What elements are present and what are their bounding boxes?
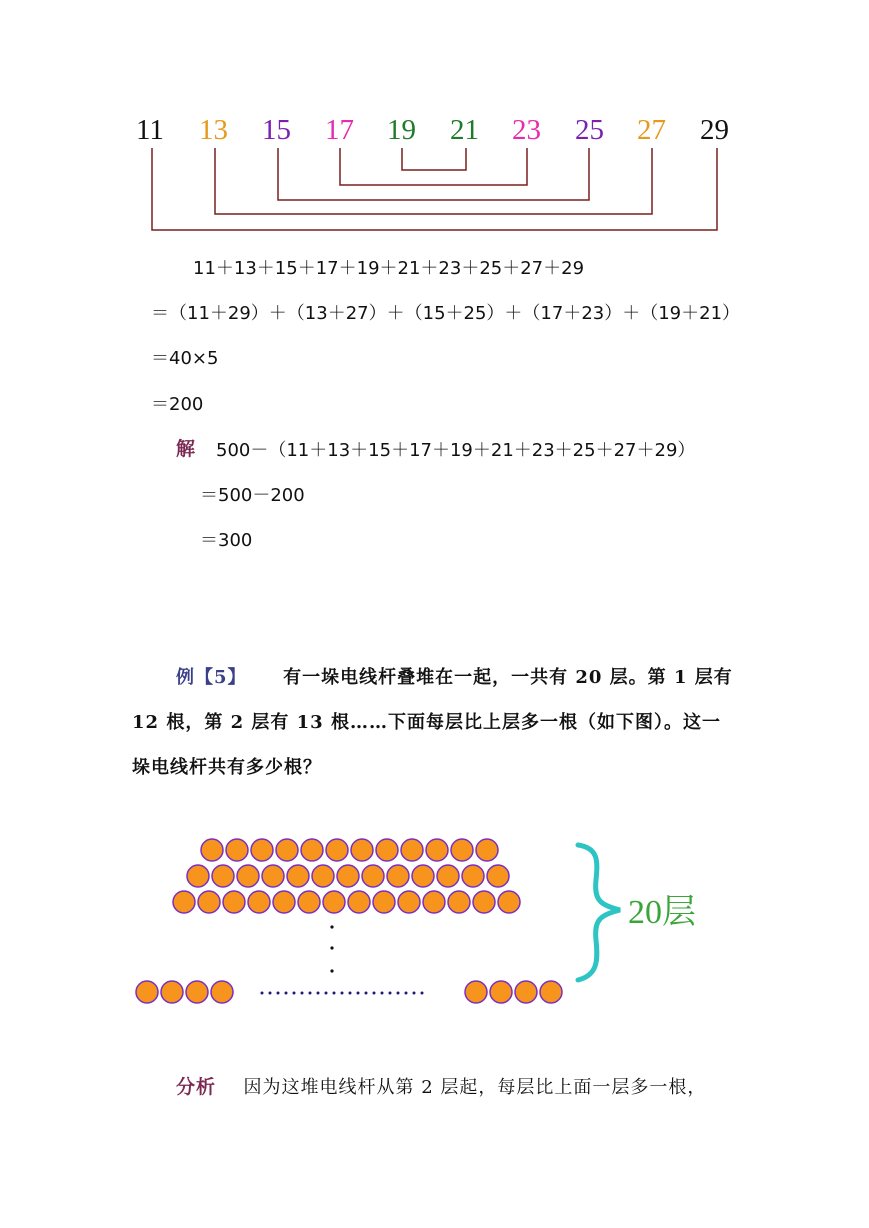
layers-brace (578, 845, 620, 980)
calc-line-2: ＝（11＋29）＋（13＋27）＋（15＋25）＋（17＋23）＋（19＋21） (151, 303, 741, 324)
pole-circle (448, 891, 470, 913)
pole-circle (373, 891, 395, 913)
example-line-2: 12 根，第 2 层有 13 根……下面每层比上层多一根（如下图）。这一 (132, 712, 721, 733)
pole-circle (498, 891, 520, 913)
pole-circle (198, 891, 220, 913)
seq-num-9: 29 (700, 114, 729, 146)
pole-circle (515, 981, 537, 1003)
pole-circle (212, 865, 234, 887)
example-line-1 (176, 663, 733, 689)
seq-num-8: 27 (637, 114, 666, 146)
pole-circle (248, 891, 270, 913)
pole-circle (426, 839, 448, 861)
horizontal-dots (261, 992, 424, 995)
pole-circle (298, 891, 320, 913)
pole-circle (323, 891, 345, 913)
pole-circle (251, 839, 273, 861)
bracket-pair-1 (152, 148, 717, 230)
pole-circle (490, 981, 512, 1003)
seq-num-3: 17 (325, 114, 354, 146)
pole-circle (451, 839, 473, 861)
solution-label: 解 (176, 438, 196, 460)
seq-num-0: 11 (136, 114, 164, 146)
pairing-brackets (0, 0, 869, 260)
pole-circle (387, 865, 409, 887)
bracket-pair-4 (340, 148, 527, 185)
calc-line-3: ＝40×5 (151, 348, 219, 369)
pole-circle (423, 891, 445, 913)
pole-circle (351, 839, 373, 861)
pole-circle (337, 865, 359, 887)
pole-circle (437, 865, 459, 887)
pole-circle (462, 865, 484, 887)
pole-circle (401, 839, 423, 861)
pole-circle (487, 865, 509, 887)
seq-num-5: 21 (450, 114, 479, 146)
seq-num-6: 23 (512, 114, 541, 146)
seq-num-4: 19 (387, 114, 416, 146)
pole-circle (476, 839, 498, 861)
pole-circle (136, 981, 158, 1003)
seq-num-7: 25 (575, 114, 604, 146)
pole-circle (211, 981, 233, 1003)
pole-circle (398, 891, 420, 913)
pole-circle (186, 981, 208, 1003)
pole-circle (276, 839, 298, 861)
calc-line-1: 11＋13＋15＋17＋19＋21＋23＋25＋27＋29 (193, 258, 585, 279)
calc-line-4: ＝200 (151, 394, 204, 415)
pole-circle (465, 981, 487, 1003)
pole-circle (262, 865, 284, 887)
example-line-3: 垛电线杆共有多少根？ (132, 757, 322, 778)
pole-circle (376, 839, 398, 861)
pole-circle (326, 839, 348, 861)
pole-circle (540, 981, 562, 1003)
bracket-pair-2 (215, 148, 652, 214)
example-label: 例【5】 (176, 667, 247, 688)
pole-circle (237, 865, 259, 887)
pole-circle (201, 839, 223, 861)
pole-circle (226, 839, 248, 861)
pole-circle (273, 891, 295, 913)
analysis-text: 因为这堆电线杆从第 2 层起，每层比上面一层多一根， (243, 1077, 707, 1098)
pole-circle (187, 865, 209, 887)
solution-line-2: ＝500－200 (200, 485, 305, 506)
solution-line-3: ＝300 (200, 530, 253, 551)
solution-line-1: 500－（11＋13＋15＋17＋19＋21＋23＋25＋27＋29） (216, 440, 696, 461)
pole-circle (348, 891, 370, 913)
analysis-line (176, 1072, 706, 1099)
vertical-dots (330, 925, 333, 972)
bracket-pair-5 (402, 148, 466, 170)
example-text-1: 有一垛电线杆叠堆在一起，一共有 20 层。第 1 层有 (283, 667, 733, 688)
pole-circle (161, 981, 183, 1003)
seq-num-1: 13 (199, 114, 228, 146)
seq-num-2: 15 (262, 114, 291, 146)
pole-circle (362, 865, 384, 887)
analysis-label: 分析 (176, 1076, 217, 1098)
pole-circle (412, 865, 434, 887)
layers-label: 20层 (628, 894, 696, 931)
pole-circle (287, 865, 309, 887)
pole-circle (223, 891, 245, 913)
bracket-pair-3 (278, 148, 589, 200)
pole-circle (173, 891, 195, 913)
pole-circle (301, 839, 323, 861)
pole-circle (312, 865, 334, 887)
pole-circle (473, 891, 495, 913)
